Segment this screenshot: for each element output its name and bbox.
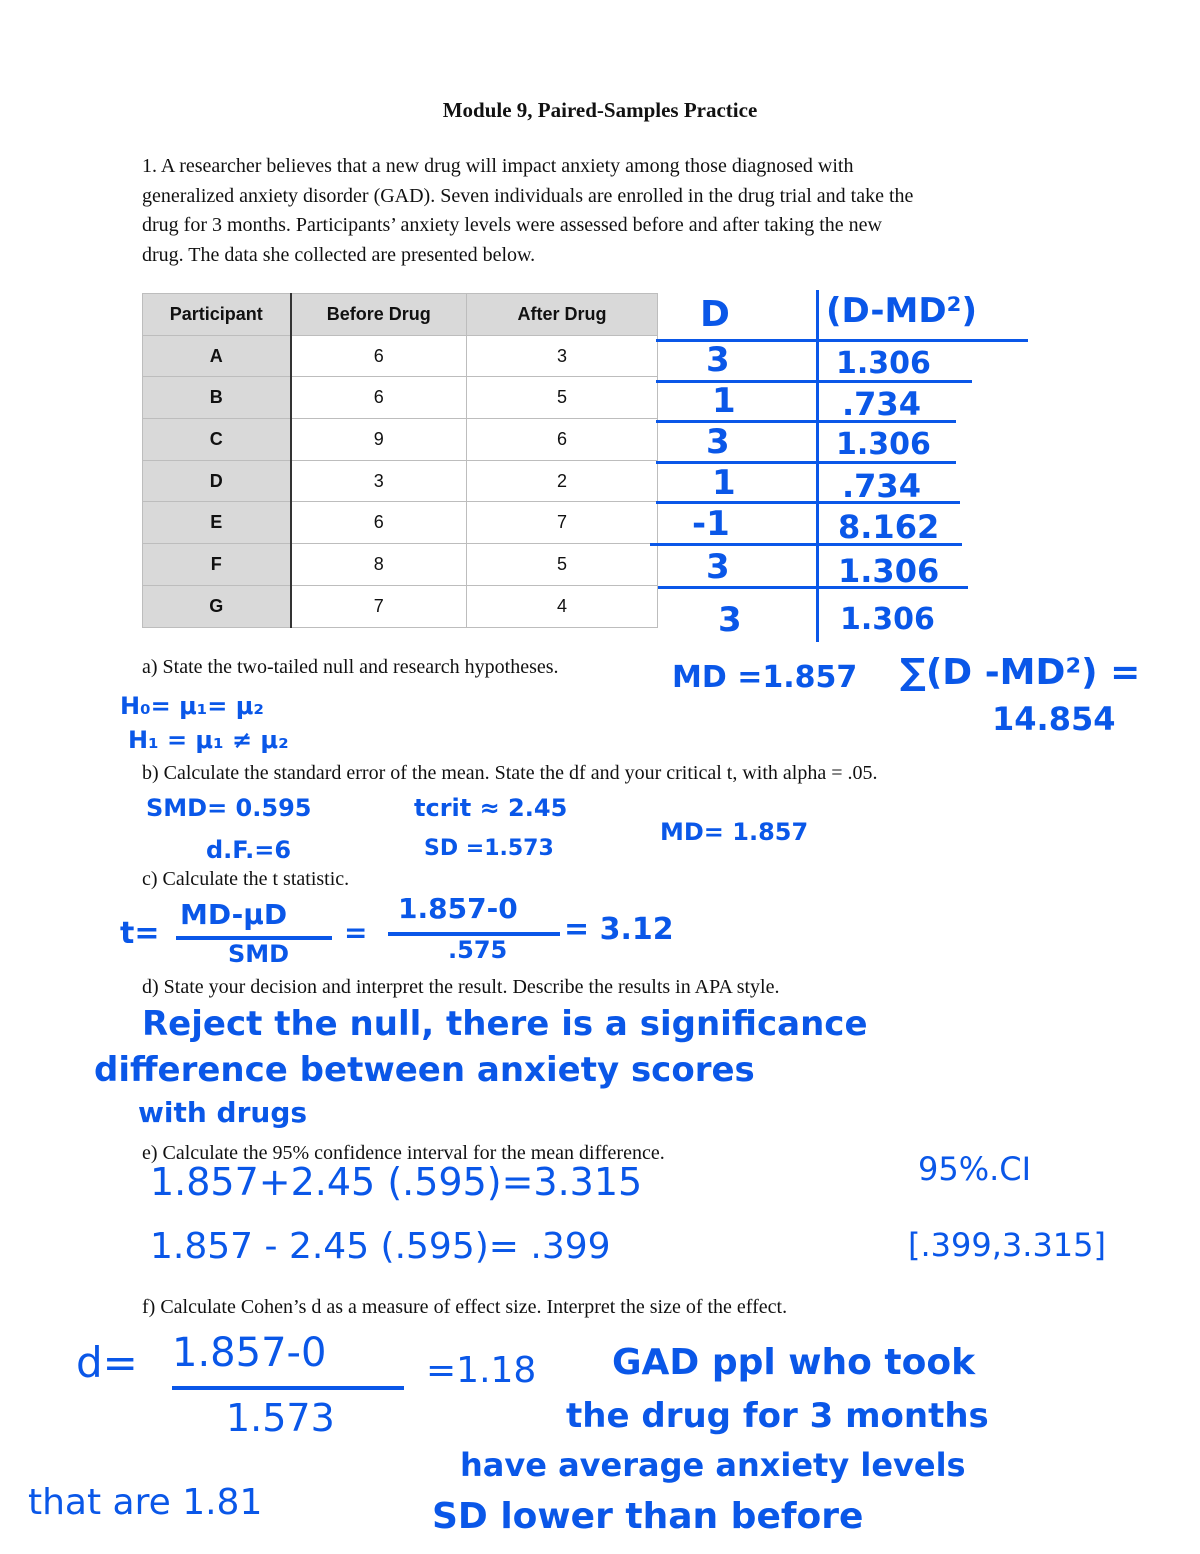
participant-cell: G xyxy=(143,585,291,627)
handwritten-standard-error: SMD= 0.595 xyxy=(146,794,312,822)
before-cell: 6 xyxy=(291,377,467,419)
handwritten-t-denominator-value: .575 xyxy=(448,936,508,964)
table-row xyxy=(143,544,658,586)
handwritten-vertical-rule xyxy=(816,290,819,642)
handwritten-degrees-of-freedom: d.F.=6 xyxy=(206,836,292,864)
handwritten-t-numerator-values: 1.857-0 xyxy=(398,892,518,925)
after-cell: 6 xyxy=(467,419,658,461)
handwritten-d-value: 3 xyxy=(718,600,742,640)
participant-cell: E xyxy=(143,502,291,544)
table-row xyxy=(143,502,658,544)
handwritten-mean-difference-2: MD= 1.857 xyxy=(660,818,809,846)
handwritten-sq-value: 1.306 xyxy=(840,602,935,637)
handwritten-d-numerator: 1.857-0 xyxy=(172,1330,327,1376)
handwritten-sq-value: .734 xyxy=(842,467,921,505)
handwritten-interpretation: have average anxiety levels xyxy=(460,1446,966,1484)
participant-cell: D xyxy=(143,460,291,502)
handwritten-t-denominator: SMD xyxy=(228,940,290,968)
handwritten-d-denominator: 1.573 xyxy=(226,1396,335,1440)
question-d: d) State your decision and interpret the result. Describe the results in APA style. xyxy=(142,976,780,998)
question-a: a) State the two-tailed null and research hypotheses. xyxy=(142,656,559,678)
handwritten-null-hypothesis: H₀= μ₁= μ₂ xyxy=(120,692,264,720)
before-cell: 6 xyxy=(291,335,467,377)
handwritten-research-hypothesis: H₁ = μ₁ ≠ μ₂ xyxy=(128,726,289,754)
problem-statement xyxy=(142,152,1072,270)
handwritten-standard-deviation: SD =1.573 xyxy=(424,836,554,861)
column-header-participant: Participant xyxy=(143,294,291,336)
question-f: f) Calculate Cohen’s d as a measure of effect size. Interpret the size of the effect. xyxy=(142,1296,788,1318)
participant-cell: C xyxy=(143,419,291,461)
after-cell: 3 xyxy=(467,335,658,377)
intro-line: 1. A researcher believes that a new drug will impact anxiety among those diagnosed with xyxy=(142,155,854,177)
handwritten-interpretation: the drug for 3 months xyxy=(566,1396,989,1436)
handwritten-sq-value: .734 xyxy=(842,385,921,423)
after-cell: 2 xyxy=(467,460,658,502)
handwritten-ci-lower: 1.857 - 2.45 (.595)= .399 xyxy=(150,1226,611,1267)
handwritten-d-value: 1 xyxy=(712,463,736,503)
handwritten-d-value: 3 xyxy=(706,422,730,462)
column-header-after-drug: After Drug xyxy=(467,294,658,336)
question-e: e) Calculate the 95% confidence interval for the mean difference. xyxy=(142,1142,665,1164)
handwritten-d-value: 1 xyxy=(712,381,736,421)
handwritten-sq-value: 8.162 xyxy=(838,508,940,546)
handwritten-equals: = xyxy=(344,916,368,949)
handwritten-d-header: D xyxy=(700,294,730,335)
handwritten-decision: Reject the null, there is a significance xyxy=(142,1004,868,1044)
handwritten-d-result: =1.18 xyxy=(426,1350,537,1391)
handwritten-interpretation: GAD ppl who took xyxy=(612,1342,976,1383)
before-cell: 3 xyxy=(291,460,467,502)
table-row xyxy=(143,377,658,419)
before-cell: 7 xyxy=(291,585,467,627)
page-title: Module 9, Paired-Samples Practice xyxy=(442,98,758,122)
question-b: b) Calculate the standard error of the mean. State the df and your critical t, with alpha = .05. xyxy=(142,762,878,784)
handwritten-sq-value: 1.306 xyxy=(838,552,940,590)
handwritten-decision: with drugs xyxy=(138,1096,308,1129)
handwritten-interpretation: SD lower than before xyxy=(432,1496,864,1537)
column-header-before-drug: Before Drug xyxy=(291,294,467,336)
after-cell: 5 xyxy=(467,377,658,419)
before-cell: 6 xyxy=(291,502,467,544)
handwritten-sum-of-squares: ∑(D -MD²) = xyxy=(900,652,1141,693)
handwritten-d-value: 3 xyxy=(706,340,730,380)
handwritten-mean-difference: MD =1.857 xyxy=(672,660,858,695)
handwritten-d-label: d= xyxy=(76,1338,138,1387)
table-header-row xyxy=(143,294,658,336)
table-row xyxy=(143,335,658,377)
handwritten-t-result: = 3.12 xyxy=(564,912,674,947)
handwritten-critical-t: tcrit ≈ 2.45 xyxy=(414,794,568,822)
table-row xyxy=(143,460,658,502)
handwritten-ci-interval: [.399,3.315] xyxy=(908,1226,1106,1264)
after-cell: 5 xyxy=(467,544,658,586)
handwritten-d-value: -1 xyxy=(692,504,730,544)
handwritten-d-value: 3 xyxy=(706,547,730,587)
intro-line: drug. The data she collected are presented below. xyxy=(142,243,536,266)
handwritten-t-numerator: MD-μD xyxy=(180,898,288,931)
handwritten-fraction-bar xyxy=(172,1386,404,1390)
participant-cell: F xyxy=(143,544,291,586)
after-cell: 7 xyxy=(467,502,658,544)
handwritten-sum-value: 14.854 xyxy=(992,700,1116,738)
handwritten-sq-value: 1.306 xyxy=(836,427,931,462)
handwritten-sq-header: (D-MD²) xyxy=(826,291,977,331)
table-row xyxy=(143,419,658,461)
intro-line: generalized anxiety disorder (GAD). Seven individuals are enrolled in the drug trial and take the xyxy=(142,184,914,207)
before-cell: 9 xyxy=(291,419,467,461)
participant-cell: B xyxy=(143,377,291,419)
handwritten-ci-label: 95%.CI xyxy=(918,1150,1032,1188)
question-c: c) Calculate the t statistic. xyxy=(142,868,350,890)
data-table xyxy=(142,293,658,628)
after-cell: 4 xyxy=(467,585,658,627)
table-row xyxy=(143,585,658,627)
handwritten-sq-value: 1.306 xyxy=(836,346,931,381)
intro-line: drug for 3 months. Participants’ anxiety levels were assessed before and after taking the new xyxy=(142,214,882,236)
before-cell: 8 xyxy=(291,544,467,586)
handwritten-decision: difference between anxiety scores xyxy=(94,1050,755,1090)
handwritten-t-label: t= xyxy=(120,916,160,951)
participant-cell: A xyxy=(143,335,291,377)
handwritten-interpretation: that are 1.81 xyxy=(28,1482,263,1523)
handwritten-ci-upper: 1.857+2.45 (.595)=3.315 xyxy=(150,1160,643,1204)
